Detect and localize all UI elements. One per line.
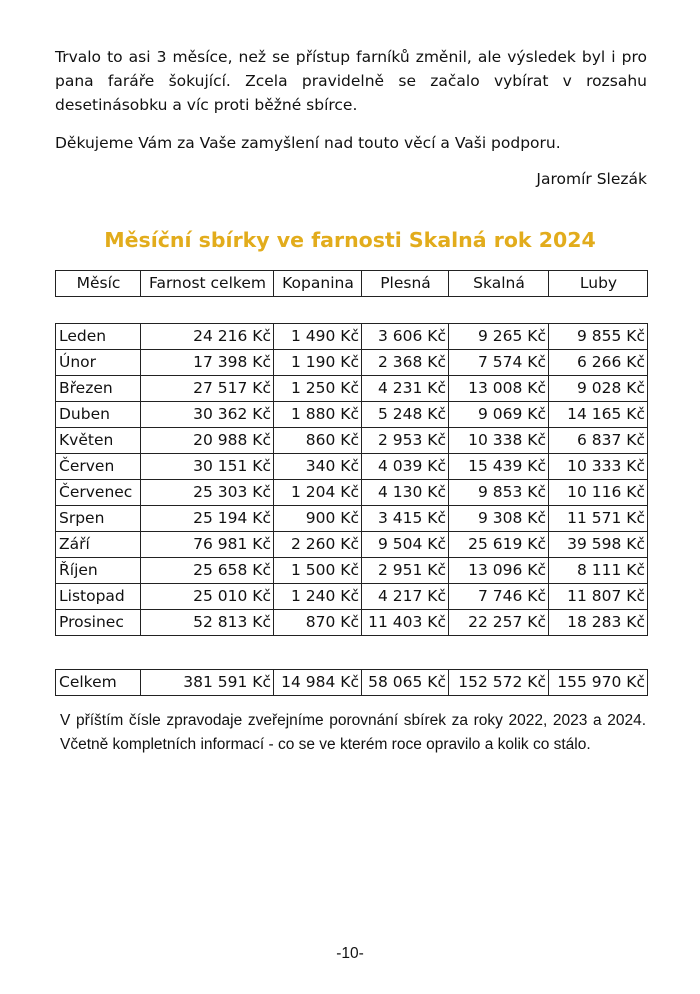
page-number: -10- [336,945,364,962]
amount-cell: 9 504 Kč [362,532,449,558]
month-cell: Srpen [56,506,141,532]
month-cell: Prosinec [56,610,141,636]
table-row [56,402,648,428]
table-title: Měsíční sbírky ve farnosti Skalná rok 2024 [104,228,596,252]
header-cell-plesna: Plesná [362,271,449,297]
total-row [56,670,648,696]
amount-cell: 9 069 Kč [449,402,549,428]
next-issue-note: V příštím čísle zpravodaje zveřejníme porovnání sbírek za roky 2022, 2023 a 2024. Včetně kompletních informací - co se ve kterém roce opravilo a kolik co stálo. [60,712,646,753]
amount-cell: 7 574 Kč [449,350,549,376]
amount-cell: 4 217 Kč [362,584,449,610]
month-cell: Leden [56,324,141,350]
month-cell: Duben [56,402,141,428]
amount-cell: 3 606 Kč [362,324,449,350]
month-cell: Říjen [56,558,141,584]
amount-cell: 25 010 Kč [141,584,274,610]
header-cell-skalna: Skalná [449,271,549,297]
total-table [55,669,648,696]
amount-cell: 11 807 Kč [549,584,648,610]
amount-cell: 22 257 Kč [449,610,549,636]
monthly-table [55,323,648,636]
table-row [56,324,648,350]
total-cell: 14 984 Kč [274,670,362,696]
amount-cell: 14 165 Kč [549,402,648,428]
amount-cell: 1 250 Kč [274,376,362,402]
amount-cell: 13 008 Kč [449,376,549,402]
total-cell: 155 970 Kč [549,670,648,696]
amount-cell: 340 Kč [274,454,362,480]
amount-cell: 2 368 Kč [362,350,449,376]
amount-cell: 8 111 Kč [549,558,648,584]
amount-cell: 11 403 Kč [362,610,449,636]
table-row [56,584,648,610]
amount-cell: 4 231 Kč [362,376,449,402]
amount-cell: 25 658 Kč [141,558,274,584]
amount-cell: 5 248 Kč [362,402,449,428]
amount-cell: 17 398 Kč [141,350,274,376]
amount-cell: 30 151 Kč [141,454,274,480]
amount-cell: 76 981 Kč [141,532,274,558]
table-row [56,506,648,532]
amount-cell: 1 204 Kč [274,480,362,506]
amount-cell: 1 240 Kč [274,584,362,610]
amount-cell: 27 517 Kč [141,376,274,402]
total-cell: 58 065 Kč [362,670,449,696]
intro-paragraph: Trvalo to asi 3 měsíce, než se přístup farníků změnil, ale výsledek byl i pro pana faráře šokující. Zcela pravidelně se začalo vybírat v rozsahu desetinásobku a víc proti běžné sbírce. [55,48,647,114]
amount-cell: 39 598 Kč [549,532,648,558]
amount-cell: 900 Kč [274,506,362,532]
amount-cell: 3 415 Kč [362,506,449,532]
table-row [56,376,648,402]
amount-cell: 9 855 Kč [549,324,648,350]
amount-cell: 6 266 Kč [549,350,648,376]
month-cell: Listopad [56,584,141,610]
amount-cell: 25 303 Kč [141,480,274,506]
table-row [56,532,648,558]
amount-cell: 9 853 Kč [449,480,549,506]
amount-cell: 25 194 Kč [141,506,274,532]
amount-cell: 6 837 Kč [549,428,648,454]
amount-cell: 4 039 Kč [362,454,449,480]
author-signature: Jaromír Slezák [536,170,647,188]
month-cell: Březen [56,376,141,402]
header-row [56,271,648,297]
amount-cell: 4 130 Kč [362,480,449,506]
amount-cell: 24 216 Kč [141,324,274,350]
amount-cell: 9 028 Kč [549,376,648,402]
amount-cell: 7 746 Kč [449,584,549,610]
month-cell: Únor [56,350,141,376]
table-row [56,350,648,376]
table-row [56,480,648,506]
thanks-paragraph: Děkujeme Vám za Vaše zamyšlení nad touto věcí a Vaši podporu. [55,134,561,152]
amount-cell: 1 880 Kč [274,402,362,428]
header-cell-month: Měsíc [56,271,141,297]
month-cell: Květen [56,428,141,454]
amount-cell: 15 439 Kč [449,454,549,480]
amount-cell: 30 362 Kč [141,402,274,428]
total-cell: 152 572 Kč [449,670,549,696]
amount-cell: 52 813 Kč [141,610,274,636]
amount-cell: 10 338 Kč [449,428,549,454]
amount-cell: 11 571 Kč [549,506,648,532]
header-cell-luby: Luby [549,271,648,297]
amount-cell: 25 619 Kč [449,532,549,558]
month-cell: Září [56,532,141,558]
amount-cell: 10 333 Kč [549,454,648,480]
amount-cell: 2 260 Kč [274,532,362,558]
amount-cell: 1 490 Kč [274,324,362,350]
amount-cell: 1 190 Kč [274,350,362,376]
total-label: Celkem [56,670,141,696]
amount-cell: 1 500 Kč [274,558,362,584]
month-cell: Červen [56,454,141,480]
amount-cell: 18 283 Kč [549,610,648,636]
amount-cell: 10 116 Kč [549,480,648,506]
total-cell: 381 591 Kč [141,670,274,696]
amount-cell: 2 951 Kč [362,558,449,584]
amount-cell: 9 308 Kč [449,506,549,532]
table-row [56,610,648,636]
table-row [56,454,648,480]
amount-cell: 13 096 Kč [449,558,549,584]
header-cell-kopanina: Kopanina [274,271,362,297]
amount-cell: 870 Kč [274,610,362,636]
table-header [55,270,648,297]
amount-cell: 2 953 Kč [362,428,449,454]
amount-cell: 860 Kč [274,428,362,454]
amount-cell: 9 265 Kč [449,324,549,350]
month-cell: Červenec [56,480,141,506]
amount-cell: 20 988 Kč [141,428,274,454]
header-cell-parish-total: Farnost celkem [141,271,274,297]
table-row [56,428,648,454]
table-row [56,558,648,584]
